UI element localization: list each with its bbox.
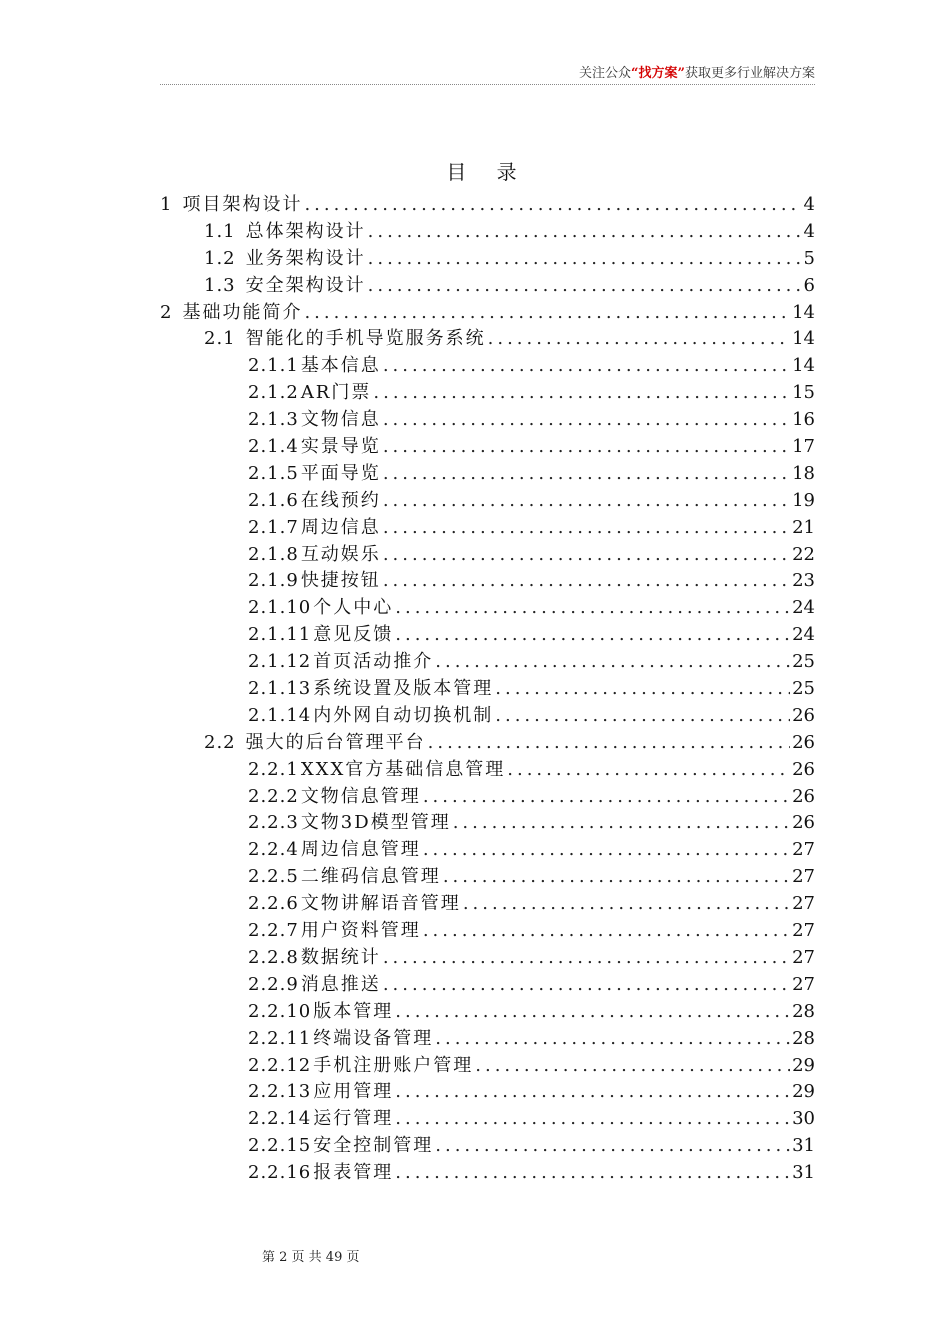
toc-leader-dots	[383, 488, 790, 515]
toc-entry[interactable]	[160, 864, 815, 891]
toc-entry-number: 2.1.4	[248, 436, 299, 458]
toc-leader-dots	[475, 1053, 790, 1080]
toc-entry-label: 智能化的手机导览服务系统	[245, 328, 486, 350]
toc-leader-dots	[435, 1026, 790, 1053]
toc-entry-page: 14	[792, 328, 815, 350]
toc-leader-dots	[423, 784, 790, 811]
toc-entry-number: 2.1.12	[248, 651, 312, 673]
toc-entry[interactable]	[160, 434, 815, 461]
toc-entry-number: 2.1.6	[248, 489, 299, 511]
toc-entry[interactable]	[160, 784, 815, 811]
toc-entry-number: 2.2.2	[248, 785, 299, 807]
toc-entry[interactable]	[160, 1160, 815, 1187]
header-prefix: 关注公众	[579, 66, 632, 81]
toc-entry-number: 1.3	[204, 274, 236, 296]
toc-entry-label: 项目架构设计	[182, 194, 303, 215]
toc-leader-dots	[368, 273, 802, 300]
toc-entry-page: 27	[792, 893, 815, 915]
toc-entry[interactable]	[160, 595, 815, 622]
toc-entry[interactable]	[160, 999, 815, 1026]
toc-entry[interactable]	[160, 837, 815, 864]
toc-entry-label: 文物讲解语音管理	[300, 893, 461, 915]
toc-entry-page: 31	[792, 1162, 815, 1184]
page-footer: 第 2 页 共 49 页	[262, 1250, 360, 1265]
toc-leader-dots	[368, 219, 802, 246]
toc-entry-label: 个人中心	[313, 597, 394, 619]
toc-leader-dots	[423, 837, 790, 864]
toc-entry-number: 2.1.8	[248, 543, 299, 565]
toc-entry-label: 数据统计	[300, 946, 381, 968]
toc-entry-label: 周边信息管理	[300, 839, 421, 861]
toc-leader-dots	[435, 649, 790, 676]
toc-entry-number: 2.1.7	[248, 516, 299, 538]
toc-entry-label: 二维码信息管理	[300, 866, 441, 888]
page-header	[160, 64, 815, 85]
toc-entry[interactable]	[160, 273, 815, 300]
toc-entry-label: 平面导览	[300, 462, 381, 484]
toc-entry-number: 2.1.9	[248, 570, 299, 592]
toc-entry-number: 2.1.10	[248, 597, 312, 619]
toc-entry-page: 26	[792, 704, 815, 726]
toc-entry-number: 2.2.6	[248, 893, 299, 915]
toc-leader-dots	[383, 353, 790, 380]
toc-entry-label: 终端设备管理	[313, 1027, 434, 1049]
toc-entry-number: 2.1.11	[248, 624, 312, 646]
toc-leader-dots	[435, 1133, 790, 1160]
toc-entry-number: 2.2.13	[248, 1081, 312, 1103]
toc-entry-page: 19	[792, 489, 815, 511]
toc-leader-dots	[453, 810, 790, 837]
toc-entry-label: 实景导览	[300, 436, 381, 458]
toc-entry-label: 版本管理	[313, 1000, 394, 1022]
toc-entry-page: 15	[792, 382, 815, 404]
toc-entry-page: 28	[792, 1027, 815, 1049]
toc-leader-dots	[383, 407, 790, 434]
toc-entry-number: 2.2.9	[248, 973, 299, 995]
toc-entry-number: 2.2.1	[248, 758, 299, 780]
toc-entry[interactable]	[160, 542, 815, 569]
toc-entry-number: 2.2.10	[248, 1000, 312, 1022]
toc-entry-label: 运行管理	[313, 1108, 394, 1130]
toc-entry-page: 23	[792, 570, 815, 592]
toc-entry-page: 26	[792, 758, 815, 780]
toc-entry-number: 2.2.12	[248, 1054, 312, 1076]
toc-entry-number: 2.1.2	[248, 382, 299, 404]
toc-leader-dots	[428, 730, 790, 757]
toc-entry-number: 2.2.4	[248, 839, 299, 861]
toc-entry[interactable]	[160, 246, 815, 273]
toc-entry-page: 24	[792, 624, 815, 646]
toc-entry-label: 系统设置及版本管理	[313, 678, 494, 700]
toc-entry-page: 16	[792, 409, 815, 431]
toc-leader-dots	[383, 515, 790, 542]
toc-title: 目 录	[446, 160, 529, 184]
toc-entry-label: 业务架构设计	[245, 247, 366, 269]
toc-entry[interactable]	[160, 488, 815, 515]
toc-leader-dots	[395, 1079, 790, 1106]
header-highlight: “找方案”	[631, 66, 685, 81]
toc-entry[interactable]	[160, 219, 815, 246]
toc-entry-page: 25	[792, 678, 815, 700]
toc-entry-page: 27	[792, 946, 815, 968]
toc-entry-label: 总体架构设计	[245, 220, 366, 242]
toc-entry[interactable]	[160, 810, 815, 837]
header-suffix: 获取更多行业解决方案	[684, 66, 815, 81]
toc-entry[interactable]	[160, 380, 815, 407]
toc-leader-dots	[383, 461, 790, 488]
toc-entry-label: 文物3D模型管理	[300, 812, 451, 834]
toc-entry-page: 29	[792, 1054, 815, 1076]
toc-entry-number: 2.1.3	[248, 409, 299, 431]
toc-entry-page: 17	[792, 436, 815, 458]
toc-entry[interactable]	[160, 703, 815, 730]
toc-entry[interactable]	[160, 407, 815, 434]
toc-entry-label: 报表管理	[313, 1162, 394, 1184]
toc-entry-number: 2.1.13	[248, 678, 312, 700]
toc-leader-dots	[488, 326, 790, 353]
toc-entry-page: 22	[792, 543, 815, 565]
toc-leader-dots	[383, 542, 790, 569]
toc-leader-dots	[423, 918, 790, 945]
toc-entry-label: 安全架构设计	[245, 274, 366, 296]
toc-entry-number: 2	[160, 301, 173, 323]
toc-leader-dots	[383, 434, 790, 461]
toc-leader-dots	[507, 757, 790, 784]
toc-entry-number: 2.2.7	[248, 920, 299, 942]
toc-entry-label: 消息推送	[300, 973, 381, 995]
toc-entry-label: 应用管理	[313, 1081, 394, 1103]
toc-entry-number: 2.1.5	[248, 462, 299, 484]
toc-leader-dots	[395, 999, 790, 1026]
toc-leader-dots	[495, 703, 790, 730]
toc-entry-label: 快捷按钮	[300, 570, 381, 592]
toc-entry-page: 27	[792, 866, 815, 888]
toc-entry[interactable]	[160, 326, 815, 353]
toc-entry-label: 用户资料管理	[300, 920, 421, 942]
toc-entry-number: 2.2.14	[248, 1108, 312, 1130]
toc-entry[interactable]	[160, 918, 815, 945]
toc-entry[interactable]	[160, 1106, 815, 1133]
toc-entry-page: 30	[792, 1108, 815, 1130]
toc-entry-page: 26	[792, 731, 815, 753]
toc-leader-dots	[304, 300, 790, 327]
toc-leader-dots	[463, 891, 790, 918]
toc-leader-dots	[395, 1160, 790, 1187]
toc-leader-dots	[304, 192, 801, 219]
toc-leader-dots	[383, 972, 790, 999]
toc-entry[interactable]	[160, 730, 815, 757]
toc-entry-page: 29	[792, 1081, 815, 1103]
toc-entry-page: 14	[792, 355, 815, 377]
toc-entry[interactable]	[160, 515, 815, 542]
toc-entry[interactable]	[160, 353, 815, 380]
toc-leader-dots	[495, 676, 790, 703]
toc-entry-page: 26	[792, 812, 815, 834]
toc-entry-label: 手机注册账户管理	[313, 1054, 474, 1076]
toc-entry-number: 1	[160, 194, 173, 215]
toc-leader-dots	[383, 568, 790, 595]
toc-leader-dots	[373, 380, 790, 407]
toc-entry-number: 2.1.14	[248, 704, 312, 726]
toc-entry-label: 文物信息管理	[300, 785, 421, 807]
toc-leader-dots	[395, 1106, 790, 1133]
toc-entry-page: 26	[792, 785, 815, 807]
toc-entry-label: 基础功能简介	[182, 301, 303, 323]
toc-leader-dots	[443, 864, 790, 891]
toc-entry-number: 2.1.1	[248, 355, 299, 377]
table-of-contents	[160, 192, 815, 1187]
toc-entry-page: 27	[792, 839, 815, 861]
toc-entry[interactable]	[160, 568, 815, 595]
toc-leader-dots	[368, 246, 802, 273]
toc-entry-number: 2.2.5	[248, 866, 299, 888]
toc-entry-number: 2.2.15	[248, 1135, 312, 1157]
toc-entry-label: AR门票	[300, 382, 372, 404]
toc-entry-page: 4	[803, 194, 815, 215]
toc-entry-label: 在线预约	[300, 489, 381, 511]
toc-entry[interactable]	[160, 972, 815, 999]
toc-entry-page: 31	[792, 1135, 815, 1157]
toc-entry-number: 2.2.8	[248, 946, 299, 968]
toc-entry-page: 6	[803, 274, 815, 296]
toc-entry[interactable]	[160, 1133, 815, 1160]
toc-entry[interactable]	[160, 945, 815, 972]
toc-entry-label: XXX官方基础信息管理	[300, 758, 506, 780]
toc-entry-label: 互动娱乐	[300, 543, 381, 565]
toc-leader-dots	[383, 945, 790, 972]
toc-entry[interactable]	[160, 300, 815, 327]
toc-entry[interactable]	[160, 1026, 815, 1053]
toc-entry-page: 28	[792, 1000, 815, 1022]
toc-entry-page: 27	[792, 973, 815, 995]
toc-entry-label: 安全控制管理	[313, 1135, 434, 1157]
toc-entry[interactable]	[160, 649, 815, 676]
toc-entry-label: 首页活动推介	[313, 651, 434, 673]
toc-entry-number: 2.2.3	[248, 812, 299, 834]
toc-entry-label: 内外网自动切换机制	[313, 704, 494, 726]
toc-entry-number: 2.2	[204, 731, 236, 753]
toc-entry-page: 14	[792, 301, 815, 323]
toc-entry[interactable]	[160, 891, 815, 918]
toc-entry-label: 意见反馈	[313, 624, 394, 646]
toc-entry-label: 强大的后台管理平台	[245, 731, 426, 753]
toc-entry[interactable]	[160, 757, 815, 784]
toc-entry-page: 24	[792, 597, 815, 619]
toc-entry-page: 5	[803, 247, 815, 269]
toc-entry-label: 基本信息	[300, 355, 381, 377]
toc-entry-number: 2.2.16	[248, 1162, 312, 1184]
toc-entry-label: 文物信息	[300, 409, 381, 431]
toc-entry-page: 18	[792, 462, 815, 484]
toc-entry-page: 27	[792, 920, 815, 942]
toc-entry-number: 1.2	[204, 247, 236, 269]
toc-entry-page: 4	[803, 220, 815, 242]
toc-entry[interactable]	[160, 1053, 815, 1080]
toc-leader-dots	[395, 622, 790, 649]
toc-entry[interactable]	[160, 1079, 815, 1106]
toc-leader-dots	[395, 595, 790, 622]
toc-entry-number: 2.1	[204, 328, 236, 350]
toc-entry[interactable]	[160, 676, 815, 703]
toc-entry[interactable]	[160, 622, 815, 649]
toc-entry-page: 21	[792, 516, 815, 538]
toc-entry[interactable]	[160, 192, 815, 219]
toc-entry-page: 25	[792, 651, 815, 673]
toc-entry-number: 1.1	[204, 220, 236, 242]
toc-entry-label: 周边信息	[300, 516, 381, 538]
toc-entry[interactable]	[160, 461, 815, 488]
toc-entry-number: 2.2.11	[248, 1027, 312, 1049]
